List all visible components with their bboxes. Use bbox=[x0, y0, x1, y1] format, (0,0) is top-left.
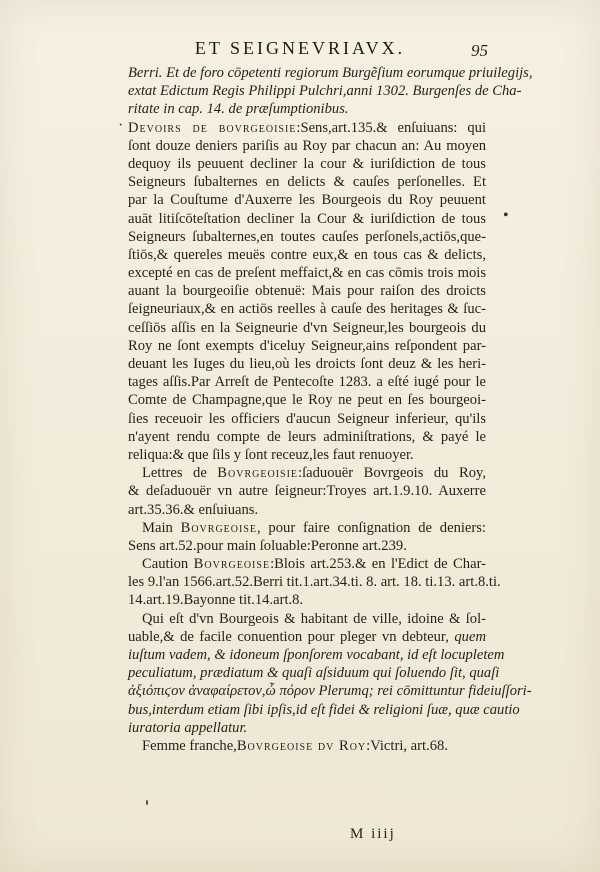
text-line bbox=[128, 337, 486, 355]
text-line bbox=[128, 155, 486, 173]
line-text: Sens art.52.pour main ſoluable:Peronne art.239. bbox=[128, 537, 407, 554]
line-text: iuratoria appellatur. bbox=[128, 719, 248, 736]
line-text-after: , pour faire conſignation de deniers: bbox=[257, 519, 486, 536]
page-header bbox=[0, 38, 600, 64]
line-text: bus,interdum etiam ſibi ipſis,id eſt fidei & religioni ſuæ, quæ cautio bbox=[128, 701, 520, 718]
line-text: ceſſiōs aſſis en la Seigneurie d'vn Seigneur,les bourgeois du bbox=[128, 319, 486, 336]
line-text: Seigneurs ſubalternes en delicts & cauſes perſonelles. Et bbox=[128, 174, 486, 191]
line-text: extat Edictum Regis Philippi Pulchri,anni 1302. Burgenſes de Cha- bbox=[128, 83, 522, 100]
line-text: iuſtum vadem, & idoneum ſponſorem vocabant, id eſt locupletem bbox=[128, 647, 505, 663]
text-line bbox=[128, 391, 486, 409]
line-text: Comte de Champagne,que le Roy ne peut en ſes bourgeoi- bbox=[128, 392, 486, 409]
text-line bbox=[128, 610, 486, 628]
text-line bbox=[128, 628, 486, 646]
text-line bbox=[128, 137, 486, 155]
text-line bbox=[128, 573, 501, 591]
line-text: les 9.l'an 1566.art.52.Berri tit.1.art.34.ti. 8. art. 18. ti.13. art.8.ti. bbox=[128, 574, 501, 591]
margin-mark: · bbox=[118, 117, 124, 134]
text-line bbox=[128, 100, 486, 118]
text-line bbox=[128, 210, 486, 228]
text-line bbox=[128, 264, 486, 282]
line-text: Main bbox=[142, 519, 181, 536]
text-line bbox=[128, 591, 486, 609]
text-line bbox=[128, 82, 522, 100]
line-text-after: :Blois art.253.& en l'Edict de Char- bbox=[270, 556, 486, 573]
line-text: ſtiōs,& quereles meuës contre eux,& en tous cas & delicts, bbox=[128, 246, 486, 263]
line-text: Lettres de bbox=[142, 465, 218, 482]
text-line bbox=[128, 482, 486, 500]
text-line bbox=[128, 701, 520, 719]
text-line bbox=[128, 719, 486, 737]
line-text: ſont douze deniers pariſis au Roy par chacun an: Au moyen bbox=[128, 137, 486, 154]
line-text: uable,& de facile conuention pour pleger vn debteur, bbox=[128, 628, 455, 645]
text-line bbox=[128, 682, 532, 700]
line-text: n'ayent rendu compte de leurs adminiſtrations, & payé le bbox=[128, 428, 486, 445]
line-text: :Sens,art.135.& enſuiuans: qui bbox=[296, 119, 486, 136]
text-line bbox=[128, 537, 486, 555]
line-text: ſies receuoir les officiers d'aucun Seigneur inferieur, qu'ils bbox=[128, 410, 486, 427]
line-text: Caution bbox=[142, 556, 194, 573]
text-line bbox=[128, 64, 533, 82]
line-text: Femme franche, bbox=[142, 737, 237, 754]
line-text: 14.art.19.Bayonne tit.14.art.8. bbox=[128, 592, 304, 609]
text-line bbox=[128, 300, 486, 318]
line-text: auant la bourgeoiſie obtenuë: Mais pour raiſon des droicts bbox=[128, 283, 486, 300]
text-line bbox=[128, 373, 486, 391]
signature-mark: M iiij bbox=[350, 826, 396, 842]
page-number: 95 bbox=[471, 41, 488, 60]
small-caps-term: Devoirs de bovrgeoisie bbox=[128, 119, 297, 136]
text-line bbox=[128, 464, 486, 482]
small-caps-term: Bovrgeoisie bbox=[217, 465, 299, 482]
line-text: Seigneurs ſubalternes,en toutes cauſes perſonels,actiōs,que- bbox=[128, 228, 486, 245]
text-line bbox=[128, 737, 486, 755]
margin-dot: • bbox=[503, 207, 509, 224]
text-line bbox=[128, 664, 500, 682]
italic-quote: quem bbox=[454, 628, 486, 645]
line-text: Roy ne ſont exempts d'iceluy Seigneur,ains reſpondent par- bbox=[128, 337, 486, 354]
line-text: ritate in cap. 14. de præſumptionibus. bbox=[128, 101, 349, 118]
line-text: ἀξιόπιϛον ἀναφαίρετον,ὦ πόρον Plerumq; rei cōmittuntur fideiuſſori- bbox=[128, 683, 532, 700]
line-text: Qui eſt d'vn Bourgeois & habitant de ville, idoine & ſol- bbox=[142, 610, 486, 627]
line-text: par la Couſtume d'Auxerre les Bourgeois du Roy peuuent bbox=[128, 192, 486, 209]
running-title: ET SEIGNEVRIAVX. bbox=[194, 38, 406, 58]
line-text: reliqua:& que ſils y ſont receuz,les faut renuoyer. bbox=[128, 446, 414, 463]
ink-speck bbox=[146, 800, 148, 805]
small-caps-term: Bovrgeoise bbox=[180, 519, 257, 536]
text-line bbox=[128, 319, 486, 337]
small-caps-term: Bovrgeoise dv Roy bbox=[236, 737, 367, 754]
line-text: auāt litiſcōteſtation decliner la Cour & iuriſdiction de tous bbox=[128, 210, 486, 227]
text-line bbox=[128, 410, 486, 428]
line-text: dequoy ils peuuent decliner la cour & iuriſdiction de tous bbox=[128, 155, 486, 172]
line-text: & deſaduouër vn autre ſeigneur:Troyes art.1.9.10. Auxerre bbox=[128, 483, 486, 500]
text-line bbox=[128, 228, 486, 246]
text-line bbox=[128, 519, 486, 537]
text-line bbox=[128, 555, 486, 573]
text-line bbox=[128, 119, 486, 137]
body-text bbox=[128, 64, 533, 755]
text-line bbox=[128, 646, 505, 664]
line-text: Berri. Et de foro cōpetenti regiorum Burgẽſium eorumque priuilegijs, bbox=[128, 65, 533, 81]
line-text: deuant les Iuges du lieu,où les droicts ſont deuz & les heri- bbox=[128, 356, 486, 372]
text-line bbox=[128, 428, 486, 446]
text-line bbox=[128, 501, 486, 519]
line-text-after: :ſaduouër Bovrgeois du Roy, bbox=[298, 465, 486, 482]
text-line bbox=[128, 246, 486, 264]
text-line bbox=[128, 355, 486, 373]
line-text: tages aſſis.Par Arreſt de Pentecoſte 1283. a eſté iugé pour le bbox=[128, 374, 486, 391]
text-line bbox=[128, 446, 486, 464]
text-line bbox=[128, 191, 486, 209]
line-text: peculiatum, prædiatum & quaſi aſsiduum qui ſoluendo ſit, quaſi bbox=[128, 665, 500, 682]
text-line bbox=[128, 282, 486, 300]
text-line bbox=[128, 173, 486, 191]
small-caps-term: Bovrgeoise bbox=[193, 556, 271, 573]
line-text: ſeigneuriaux,& en actiōs reelles à cauſe des heritages & ſuc- bbox=[128, 301, 486, 318]
line-text: art.35.36.& enſuiuans. bbox=[128, 501, 259, 518]
line-text-after: :Victri, art.68. bbox=[366, 737, 448, 754]
line-text: excepté en cas de preſent meffaict,& en cas cōmis trois mois bbox=[128, 265, 486, 282]
